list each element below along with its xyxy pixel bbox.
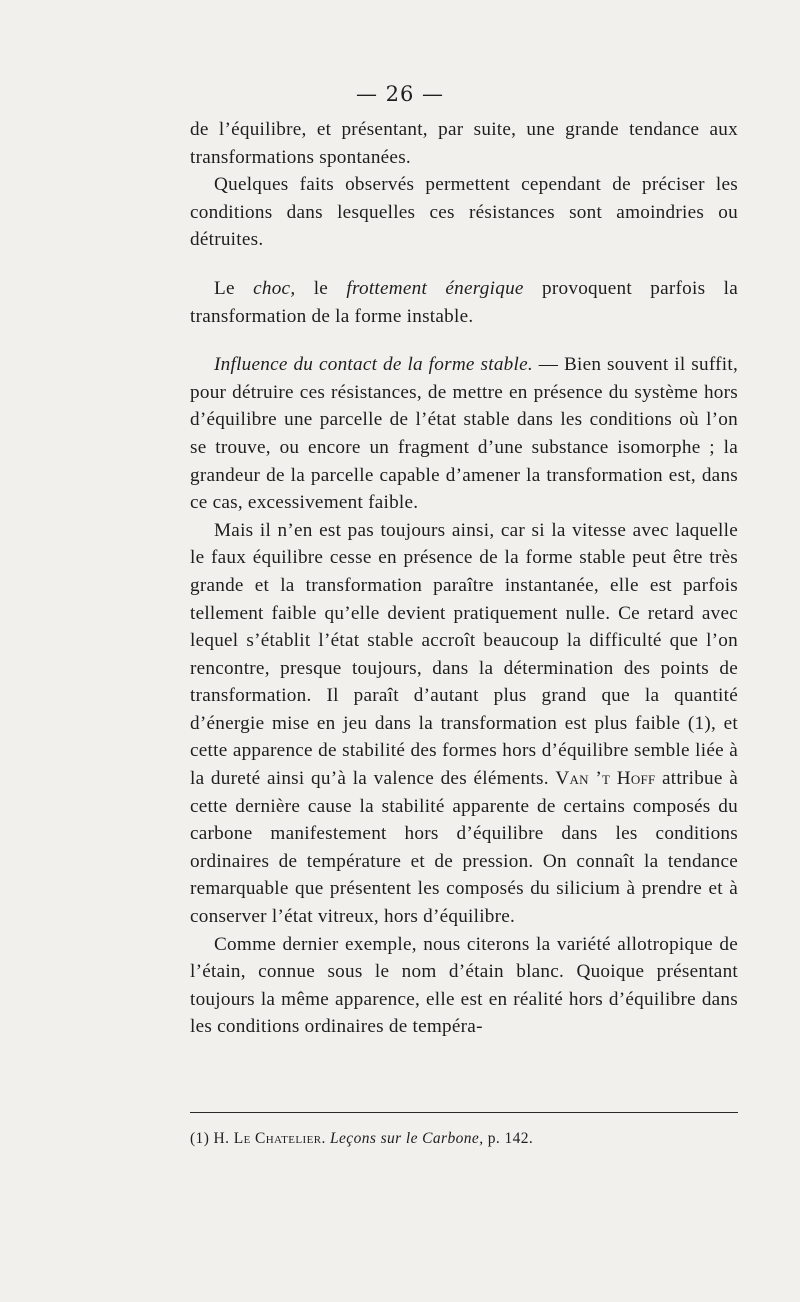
- footnote-mark: (1) H.: [190, 1130, 234, 1147]
- paragraph-3: [190, 275, 738, 330]
- author-vant-hoff: Van ’t Hoff: [555, 768, 656, 790]
- section-heading: Influence du contact de la forme stable.: [214, 354, 533, 376]
- paragraph-2: Quelques faits observés permettent cependant de préciser les conditions dans lesquelles ces résistances sont amoindries ou détruites.: [190, 174, 738, 251]
- paragraph-6: Comme dernier exemple, nous citerons la variété allotropique de l’étain, connue sous le nom d’étain blanc. Quoique présentant toujours la même apparence, elle est en réalité hors d’équilibre dans les conditions ordinaires de tempéra-: [190, 933, 738, 1038]
- page-number: — 26 —: [355, 82, 445, 106]
- p3-text-3: provoquent parfois la transformation de la forme instable.: [190, 277, 738, 327]
- p4-text: — Bien souvent il suffit, pour détruire ces résistances, de mettre en présence du système hors d’équilibre une parcelle de l’état stable dans les conditions où l’on se trouve, ou encore un fragment d’une substance isomorphe ; la grandeur de la parcelle capable d’amener la transformation est, dans ce cas, excessivement faible.: [190, 354, 738, 514]
- p3-italic-frottement: frottement énergique: [346, 277, 524, 299]
- paragraph-1: de l’équilibre, et présentant, par suite, une grande tendance aux transformations spontanées.: [190, 119, 738, 168]
- p5-text-1: Mais il n’en est pas toujours ainsi, car si la vitesse avec laquelle le faux équilibre cesse en présence de la forme stable peut être très grande et la transformation paraître instantanée, elle est parfois tellement faible qu’elle devient pratiquement nulle. Ce retard avec lequel s’établit l’état stable accroît beaucoup la difficulté que l’on rencontre, presque toujours, dans la détermination des points de transformation. Il paraît d’autant plus grand que la quantité d’énergie mise en jeu dans la transformation est plus faible (1), et cette apparence de stabilité des formes hors d’équilibre semble liée à la dureté ainsi qu’à la valence des éléments.: [190, 519, 738, 790]
- footnote-author: Le Chatelier.: [233, 1130, 326, 1147]
- p5-text-2: attribue à cette dernière cause la stabilité apparente de certains composés du carbone manifestement hors d’équilibre dans les conditions ordinaires de température et de pression. On connaît la tendance remarquable que présentent les composés du silicium à prendre et à conserver l’état vitreux, hors d’équilibre.: [190, 768, 739, 928]
- footnote-page: p. 142.: [483, 1130, 534, 1147]
- footnote-rule: [190, 1112, 738, 1113]
- footnote: [190, 1130, 533, 1148]
- p3-text-2: le: [295, 277, 347, 299]
- paragraph-4: [190, 351, 738, 517]
- footnote-title: Leçons sur le Carbone,: [325, 1130, 484, 1147]
- p3-text-1: Le: [214, 277, 254, 299]
- p3-italic-choc: choc,: [253, 277, 296, 299]
- paragraph-5: [190, 517, 738, 931]
- body-text: [190, 116, 738, 1041]
